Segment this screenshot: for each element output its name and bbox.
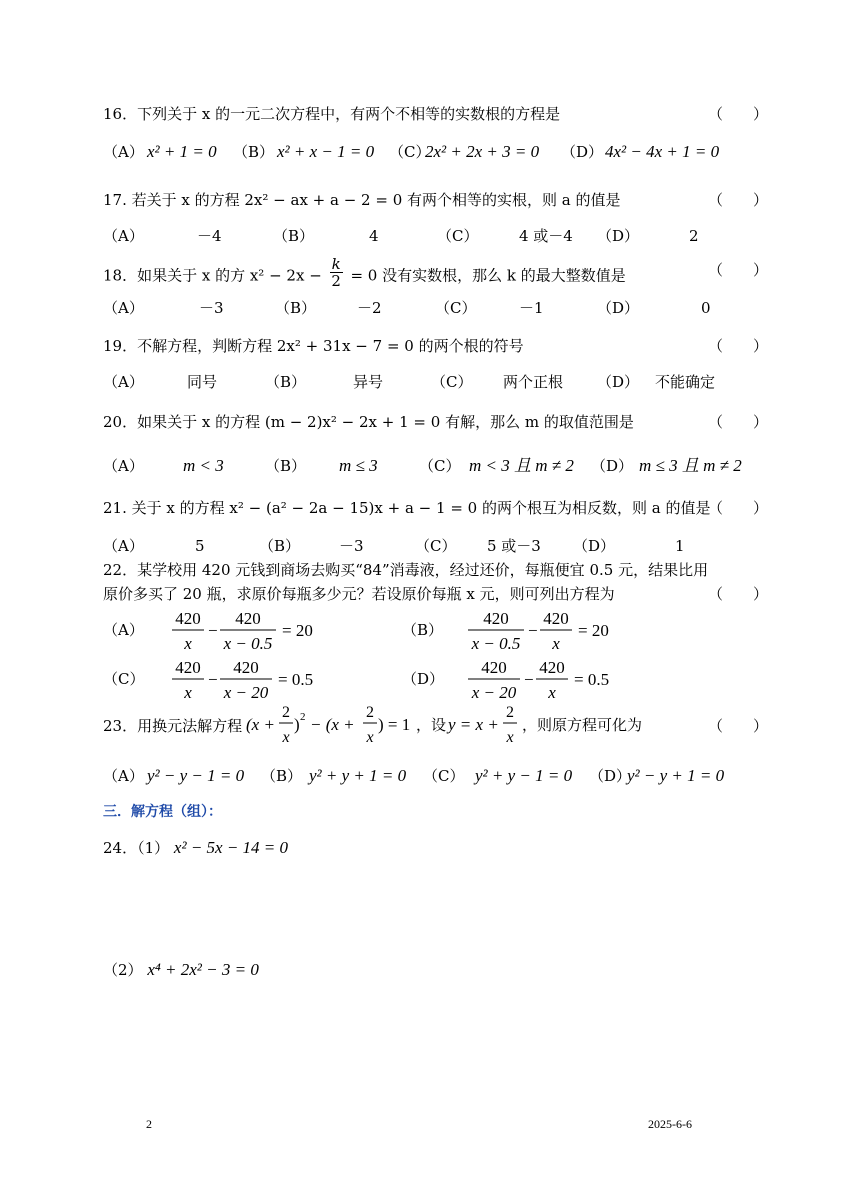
q20-option-b: m ≤ 3 xyxy=(339,456,378,475)
q22-a-num1: 420 xyxy=(175,609,201,628)
q23-sub-part1: y = x + xyxy=(448,715,499,734)
q23-option-b: y² + y + 1 = 0 xyxy=(309,766,407,785)
q22-a-minus: − xyxy=(208,621,218,640)
q22-option-b xyxy=(466,604,646,656)
page-number: 2 xyxy=(146,1117,152,1131)
q18-option-b-label: （B） xyxy=(275,299,317,317)
q19-option-d: 不能确定 xyxy=(655,373,716,391)
q17-option-c-label: （C） xyxy=(437,227,479,245)
q20-options xyxy=(103,454,763,478)
q17-option-d-label: （D） xyxy=(597,227,640,245)
q16-stem: 16．下列关于 x 的一元二次方程中，有两个不相等的实数根的方程是 xyxy=(103,105,561,123)
q18-option-a-label: （A） xyxy=(103,299,144,317)
q23-option-a: y² − y − 1 = 0 xyxy=(147,766,245,785)
q19-option-a-label: （A） xyxy=(103,373,144,391)
q22-option-b-label: （B） xyxy=(402,621,444,639)
q17-option-b: 4 xyxy=(369,227,379,245)
q19-option-b-label: （B） xyxy=(265,373,307,391)
q24-part2 xyxy=(103,960,259,980)
q22-a-den1: x xyxy=(184,634,192,653)
q23-answer-paren: （ ） xyxy=(708,717,769,735)
q23-option-d-label: （D） xyxy=(589,767,632,785)
q23-eq-den2: x xyxy=(366,729,374,746)
q22-a-rhs: = 20 xyxy=(282,621,313,640)
q22-d-den2: x xyxy=(548,683,556,702)
q20-option-c: m < 3 且 m ≠ 2 xyxy=(469,456,574,475)
q17-options xyxy=(103,224,763,248)
q21-options xyxy=(103,534,763,558)
q22-d-rhs: = 0.5 xyxy=(574,670,610,689)
q22-c-rhs: = 0.5 xyxy=(278,670,314,689)
q20-option-c-label: （C） xyxy=(419,457,461,475)
q24-part1-equation: x² − 5x − 14 = 0 xyxy=(173,838,289,857)
q23-option-c: y² + y − 1 = 0 xyxy=(475,766,573,785)
q23-option-a-label: （A） xyxy=(103,767,144,785)
q21-option-d-label: （D） xyxy=(573,537,616,555)
q23-option-b-label: （B） xyxy=(261,767,303,785)
q16-option-a: x² + 1 = 0 xyxy=(147,142,217,161)
q16-option-c: 2x² + 2x + 3 = 0 xyxy=(425,142,540,161)
q19-option-a: 同号 xyxy=(187,373,218,391)
q23-sub-den: x xyxy=(506,729,514,746)
q21-option-c-label: （C） xyxy=(415,537,457,555)
q18-answer-paren: （ ） xyxy=(708,261,769,279)
q18-option-d-label: （D） xyxy=(597,299,640,317)
q22-c-minus: − xyxy=(208,670,218,689)
q21-option-b: －3 xyxy=(339,537,364,555)
q19-option-d-label: （D） xyxy=(597,373,640,391)
q23-sub-num: 2 xyxy=(506,704,514,721)
q23-option-d: y² − y + 1 = 0 xyxy=(627,766,725,785)
q22-b-den1: x − 0.5 xyxy=(471,634,521,653)
q22-c-num2: 420 xyxy=(233,658,259,677)
q23-eq-part1: (x + xyxy=(246,715,275,734)
q22-option-d-label: （D） xyxy=(402,670,445,688)
q20-option-d-label: （D） xyxy=(591,457,634,475)
q18-stem-pre: 18．如果关于 x 的方 x² − 2x − xyxy=(103,266,322,285)
q22-answer-paren: （ ） xyxy=(708,585,769,603)
q17-option-c: 4 或－4 xyxy=(519,227,573,245)
q17-option-a: －4 xyxy=(197,227,222,245)
q21-option-b-label: （B） xyxy=(259,537,301,555)
q19-stem: 19．不解方程，判断方程 2x² + 31x − 7 = 0 的两个根的符号 xyxy=(103,337,524,355)
q24-part1-label: 24．（1） xyxy=(103,839,170,857)
q22-a-den2: x − 0.5 xyxy=(223,634,273,653)
q23-equation xyxy=(246,700,692,750)
q20-option-d: m ≤ 3 且 m ≠ 2 xyxy=(639,456,742,475)
q23-stem-mid: ，设 xyxy=(416,718,447,734)
q18-option-c: －1 xyxy=(519,299,544,317)
q22-option-a-label: （A） xyxy=(103,621,144,639)
q20-answer-paren: （ ） xyxy=(708,413,769,431)
q16-answer-paren: （ ） xyxy=(708,105,769,123)
q18-frac-den: 2 xyxy=(331,272,341,290)
q16-option-c-label: （C） xyxy=(389,143,431,161)
q23-stem-pre: 23．用换元法解方程 xyxy=(103,717,243,735)
q21-option-c: 5 或－3 xyxy=(487,537,541,555)
q18-fraction xyxy=(330,256,343,289)
q20-stem: 20．如果关于 x 的方程 (m − 2)x² − 2x + 1 = 0 有解，那么 m 的取值范围是 xyxy=(103,413,634,431)
q18-option-d: 0 xyxy=(701,299,711,317)
q22-option-c-label: （C） xyxy=(103,670,145,688)
q23-eq-num2: 2 xyxy=(366,704,374,721)
q22-a-num2: 420 xyxy=(235,609,261,628)
q20-option-a: m < 3 xyxy=(183,456,224,475)
q22-c-den1: x xyxy=(184,683,192,702)
q24-part2-label: （2） xyxy=(103,961,143,979)
q22-b-num1: 420 xyxy=(483,609,509,628)
q22-b-minus: − xyxy=(528,621,538,640)
q23-eq-part4: ) = 1 xyxy=(378,715,411,734)
q23-options xyxy=(103,764,763,788)
q16-option-b-label: （B） xyxy=(233,143,275,161)
q22-c-num1: 420 xyxy=(175,658,201,677)
q18-frac-num: k xyxy=(331,255,341,273)
q18-stem xyxy=(103,255,626,293)
q18-option-b: －2 xyxy=(357,299,382,317)
q21-option-d: 1 xyxy=(675,537,685,555)
q16-option-a-label: （A） xyxy=(103,143,144,161)
q17-option-d: 2 xyxy=(689,227,699,245)
q17-answer-paren: （ ） xyxy=(708,191,769,209)
q23-eq-den1: x xyxy=(282,729,290,746)
q18-option-a: －3 xyxy=(199,299,224,317)
q19-option-c-label: （C） xyxy=(431,373,473,391)
q22-b-den2: x xyxy=(552,634,560,653)
q23-eq-part3: − (x + xyxy=(310,715,355,734)
q21-stem: 21. 关于 x 的方程 x² − (a² − 2a − 15)x + a − 1 = 0 的两个根互为相反数，则 a 的值是 xyxy=(103,499,711,517)
q22-option-a xyxy=(170,604,350,656)
q19-answer-paren: （ ） xyxy=(708,337,769,355)
q21-option-a-label: （A） xyxy=(103,537,144,555)
q23-eq-sup: 2 xyxy=(300,711,306,723)
q24-part2-equation: x⁴ + 2x² − 3 = 0 xyxy=(147,960,259,979)
q19-options xyxy=(103,370,763,394)
q22-option-c xyxy=(170,653,350,705)
q17-option-b-label: （B） xyxy=(273,227,315,245)
section-heading: 三．解方程（组）： xyxy=(103,804,222,820)
q22-option-d xyxy=(466,653,646,705)
q23-eq-part2: ) xyxy=(294,715,300,734)
q20-option-b-label: （B） xyxy=(265,457,307,475)
footer-date: 2025-6-6 xyxy=(648,1117,692,1131)
q22-d-num1: 420 xyxy=(481,658,507,677)
q17-stem: 17. 若关于 x 的方程 2x² − ax + a − 2 = 0 有两个相等的实根，则 a 的值是 xyxy=(103,191,621,209)
q16-option-d: 4x² − 4x + 1 = 0 xyxy=(605,142,720,161)
q16-option-b: x² + x − 1 = 0 xyxy=(277,142,375,161)
q22-stem-line1: 22．某学校用 420 元钱到商场去购买“84”消毒液，经过还价，每瓶便宜 0.5 元，结果比用 xyxy=(103,561,709,579)
q16-option-d-label: （D） xyxy=(561,143,604,161)
q24-part1 xyxy=(103,838,288,858)
q16-options xyxy=(103,140,763,164)
q21-answer-paren: （ ） xyxy=(708,499,769,517)
q17-option-a-label: （A） xyxy=(103,227,144,245)
q18-stem-post: = 0 没有实数根，那么 k 的最大整数值是 xyxy=(350,266,626,285)
q22-d-minus: − xyxy=(524,670,534,689)
q23-eq-num1: 2 xyxy=(282,704,290,721)
q23-option-c-label: （C） xyxy=(423,767,465,785)
q22-b-rhs: = 20 xyxy=(578,621,609,640)
q20-option-a-label: （A） xyxy=(103,457,144,475)
q19-option-c: 两个正根 xyxy=(503,373,564,391)
q22-d-den1: x − 20 xyxy=(471,683,517,702)
q18-options xyxy=(103,296,763,320)
q21-option-a: 5 xyxy=(195,537,205,555)
q19-option-b: 异号 xyxy=(353,373,384,391)
q22-stem-line2: 原价多买了 20 瓶，求原价每瓶多少元？若设原价每瓶 x 元，则可列出方程为 xyxy=(103,585,615,603)
q23-stem-post: ，则原方程可化为 xyxy=(522,718,643,734)
q22-c-den2: x − 20 xyxy=(223,683,269,702)
q22-b-num2: 420 xyxy=(543,609,569,628)
q22-d-num2: 420 xyxy=(539,658,565,677)
q18-option-c-label: （C） xyxy=(435,299,477,317)
